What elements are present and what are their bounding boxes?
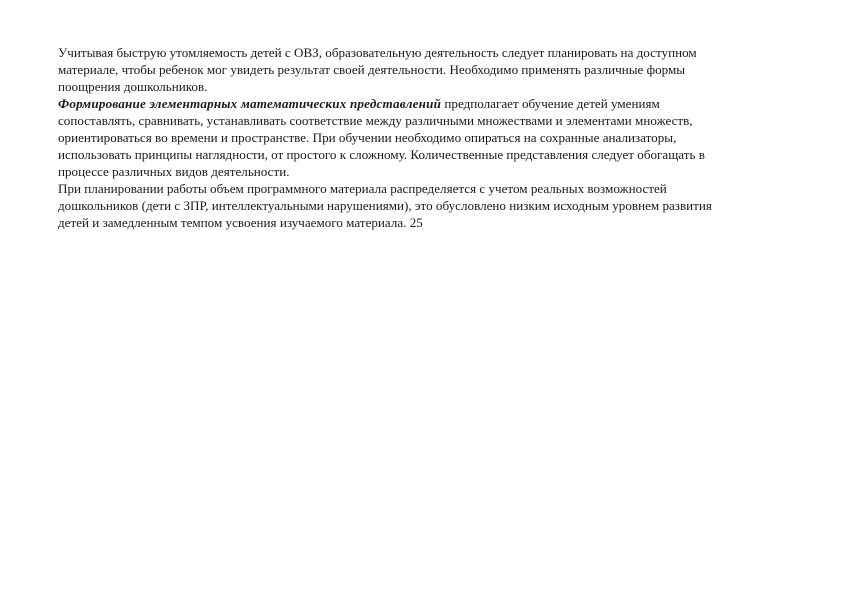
text-line-with-emphasis [58, 95, 818, 112]
text-line: использовать принципы наглядности, от простого к сложному. Количественные представления следует обогащать в [58, 147, 705, 162]
text-line: поощрения дошкольников. [58, 79, 208, 94]
text-line: детей и замедленным темпом усвоения изучаемого материала. 25 [58, 215, 423, 230]
text-line: материале, чтобы ребенок мог увидеть результат своей деятельности. Необходимо применять различные формы [58, 62, 686, 77]
text-line: процессе различных видов деятельности. [58, 164, 290, 179]
text-line: Учитывая быструю утомляемость детей с ОВЗ, образовательную деятельность следует планировать на доступном [58, 45, 697, 60]
text-line: дошкольников (дети с ЗПР, интеллектуальными нарушениями), это обусловлено низким исходным уровнем развития [58, 198, 712, 213]
text-line: ориентироваться во времени и пространстве. При обучении необходимо опираться на сохранные анализаторы, [58, 130, 677, 145]
emphasized-term: Формирование элементарных математических представлений [58, 96, 442, 111]
body-text [58, 44, 818, 231]
text-line: При планировании работы объем программного материала распределяется с учетом реальных возможностей [58, 181, 667, 196]
text-line-rest: предполагает обучение детей умениям [444, 96, 660, 111]
text-line: сопоставлять, сравнивать, устанавливать соответствие между различными множествами и элементами множеств, [58, 113, 693, 128]
